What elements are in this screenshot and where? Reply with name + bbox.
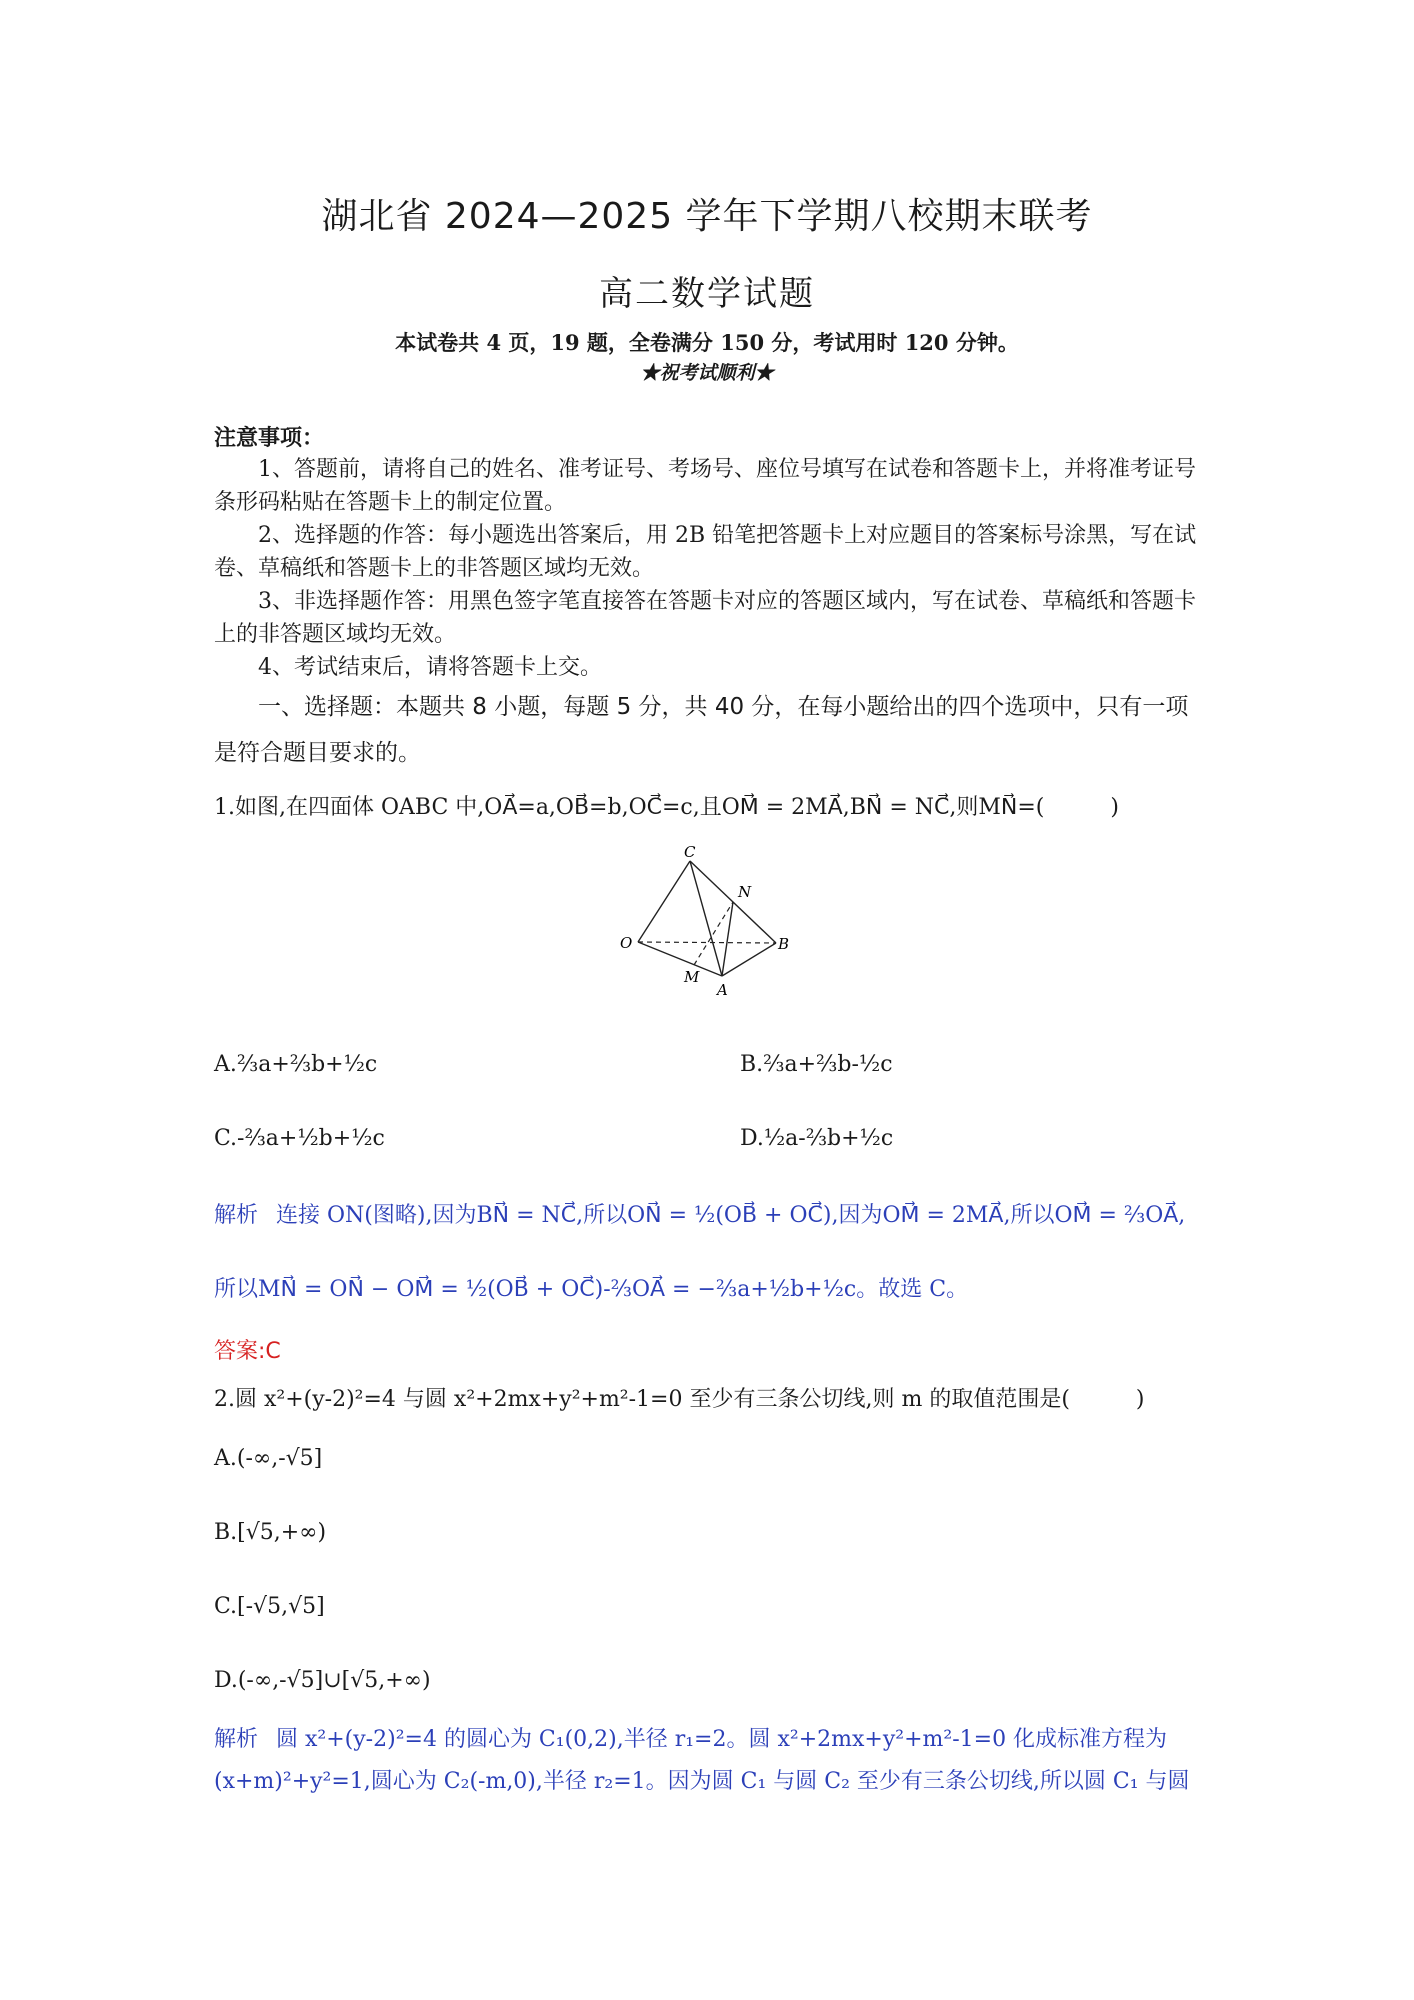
q1-answer: 答案:C [214, 1339, 281, 1364]
exam-subtitle: 高二数学试题 [599, 274, 815, 314]
q2-option-a: A.(-∞,-√5] [214, 1446, 323, 1471]
edge-ca [690, 861, 722, 976]
label-c: C [684, 845, 696, 861]
good-luck-line: ★祝考试顺利★ [640, 362, 774, 384]
edge-ob-hidden [638, 942, 776, 943]
notice-item-2: 2、选择题的作答：每小题选出答案后，用 2B 铅笔把答题卡上对应题目的答案标号涂黑，写在试卷、草稿纸和答题卡上的非答题区域均无效。 [214, 523, 1197, 581]
q2-analysis-line-2: (x+m)²+y²=1,圆心为 C₂(-m,0),半径 r₂=1。因为圆 C₁ 与圆 C₂ 至少有三条公切线,所以圆 C₁ 与圆 [214, 1769, 1190, 1794]
q1-analysis-label: 解析 [214, 1203, 259, 1228]
label-a: A [717, 981, 728, 999]
edge-oc [638, 861, 690, 942]
notice-item-1: 1、答题前，请将自己的姓名、准考证号、考场号、座位号填写在试卷和答题卡上，并将准考证号条形码粘贴在答题卡上的制定位置。 [214, 457, 1197, 515]
q2-option-c: C.[-√5,√5] [214, 1594, 325, 1619]
notice-item-4: 4、考试结束后，请将答题卡上交。 [258, 655, 602, 680]
label-b: B [778, 935, 790, 953]
tetrahedron-diagram [620, 845, 800, 1015]
question-1-stem: 1.如图,在四面体 OABC 中,OA⃗=a,OB⃗=b,OC⃗=c,且OM⃗ = 2MA⃗,BN⃗ = NC⃗,则MN⃗=( ) [214, 795, 1119, 820]
q1-option-d: D.½a-⅔b+½c [740, 1126, 894, 1151]
q2-analysis-text-1: 圆 x²+(y-2)²=4 的圆心为 C₁(0,2),半径 r₁=2。圆 x²+2mx+y²+m²-1=0 化成标准方程为 [276, 1727, 1168, 1752]
segment-na [722, 902, 733, 976]
exam-info: 本试卷共 4 页，19 题，全卷满分 150 分，考试用时 120 分钟。 [395, 330, 1019, 355]
q1-option-c: C.-⅔a+½b+½c [214, 1126, 385, 1151]
q1-analysis-text-1: 连接 ON(图略),因为BN⃗ = NC⃗,所以ON⃗ = ½(OB⃗ + OC⃗),因为OM⃗ = 2MA⃗,所以OM⃗ = ⅔OA⃗, [276, 1203, 1186, 1228]
q1-option-b: B.⅔a+⅔b-½c [740, 1052, 893, 1077]
q2-option-b: B.[√5,+∞) [214, 1520, 327, 1545]
question-2-stem: 2.圆 x²+(y-2)²=4 与圆 x²+2mx+y²+m²-1=0 至少有三条公切线,则 m 的取值范围是( ) [214, 1387, 1145, 1412]
section-1-heading: 一、选择题：本题共 8 小题，每题 5 分，共 40 分，在每小题给出的四个选项中，只有一项是符合题目要求的。 [214, 694, 1189, 766]
notice-heading: 注意事项： [214, 425, 325, 451]
segment-mn-hidden [694, 902, 733, 965]
label-n: N [738, 883, 752, 901]
q2-option-d: D.(-∞,-√5]∪[√5,+∞) [214, 1668, 431, 1693]
edge-ab [722, 943, 776, 976]
label-o: O [620, 934, 633, 952]
q2-analysis-label: 解析 [214, 1727, 259, 1752]
q2-analysis-line-1 [214, 1722, 1167, 1753]
notice-item-3: 3、非选择题作答：用黑色签字笔直接答在答题卡对应的答题区域内，写在试卷、草稿纸和答题卡上的非答题区域均无效。 [214, 589, 1197, 647]
q1-option-a: A.⅔a+⅔b+½c [214, 1052, 378, 1077]
q1-analysis-line-2: 所以MN⃗ = ON⃗ − OM⃗ = ½(OB⃗ + OC⃗)-⅔OA⃗ = −⅔a+½b+½c。故选 C。 [214, 1277, 969, 1302]
edge-oa [638, 942, 722, 976]
label-m: M [684, 968, 700, 986]
q1-analysis-line-1 [214, 1198, 1185, 1229]
exam-title: 湖北省 2024—2025 学年下学期八校期末联考 [321, 196, 1093, 237]
